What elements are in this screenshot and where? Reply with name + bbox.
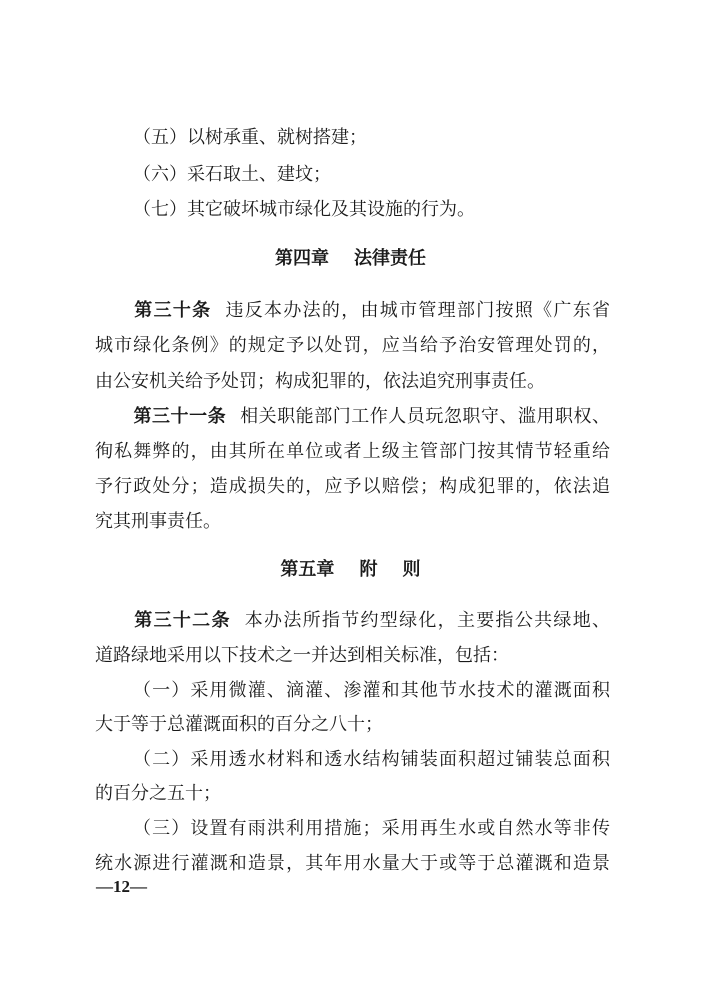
article-30-line-1 bbox=[95, 299, 610, 323]
article-30-line-2: 城市绿化条例》的规定予以处罚，应当给予治安管理处罚的， bbox=[95, 335, 610, 356]
article-31-number: 第三十一条 bbox=[133, 406, 227, 427]
article-32-line-1 bbox=[95, 609, 610, 633]
article-31-line-1 bbox=[95, 405, 610, 429]
article-32-text: 本办法所指节约型绿化，主要指公共绿地、 bbox=[244, 610, 610, 631]
article-32-number: 第三十二条 bbox=[133, 610, 231, 631]
item-2-line-2: 的百分之五十； bbox=[95, 783, 221, 804]
article-32-line-2: 道路绿地采用以下技术之一并达到相关标准，包括： bbox=[95, 645, 509, 666]
item-3-line-2: 统水源进行灌溉和造景，其年用水量大于或等于总灌溉和造景 bbox=[95, 853, 610, 874]
chapter-5-title: 第五章 附 则 bbox=[280, 559, 421, 580]
item-3-line-1: （三）设置有雨洪利用措施；采用再生水或自然水等非传 bbox=[133, 818, 610, 839]
article-30-text: 违反本办法的，由城市管理部门按照《广东省 bbox=[225, 300, 610, 321]
article-30-number: 第三十条 bbox=[133, 300, 212, 321]
page-number: —12— bbox=[96, 877, 147, 896]
list-item-6: （六）采石取土、建坟； bbox=[133, 164, 331, 185]
list-item-7: （七）其它破坏城市绿化及其设施的行为。 bbox=[133, 199, 475, 220]
article-31-text: 相关职能部门工作人员玩忽职守、滥用职权、 bbox=[240, 406, 610, 427]
list-item-5: （五）以树承重、就树搭建； bbox=[133, 127, 367, 148]
item-1-line-2: 大于等于总灌溉面积的百分之八十； bbox=[95, 714, 383, 735]
item-1-line-1: （一）采用微灌、滴灌、渗灌和其他节水技术的灌溉面积 bbox=[133, 680, 610, 701]
item-2-line-1: （二）采用透水材料和透水结构铺装面积超过铺装总面积 bbox=[133, 749, 610, 770]
article-31-line-4: 究其刑事责任。 bbox=[95, 511, 221, 532]
article-30-line-3: 由公安机关给予处罚；构成犯罪的，依法追究刑事责任。 bbox=[95, 371, 545, 392]
article-31-line-2: 徇私舞弊的，由其所在单位或者上级主管部门按其情节轻重给 bbox=[95, 441, 610, 462]
chapter-4-title: 第四章 法律责任 bbox=[274, 248, 427, 269]
article-31-line-3: 予行政处分；造成损失的，应予以赔偿；构成犯罪的，依法追 bbox=[95, 476, 610, 497]
